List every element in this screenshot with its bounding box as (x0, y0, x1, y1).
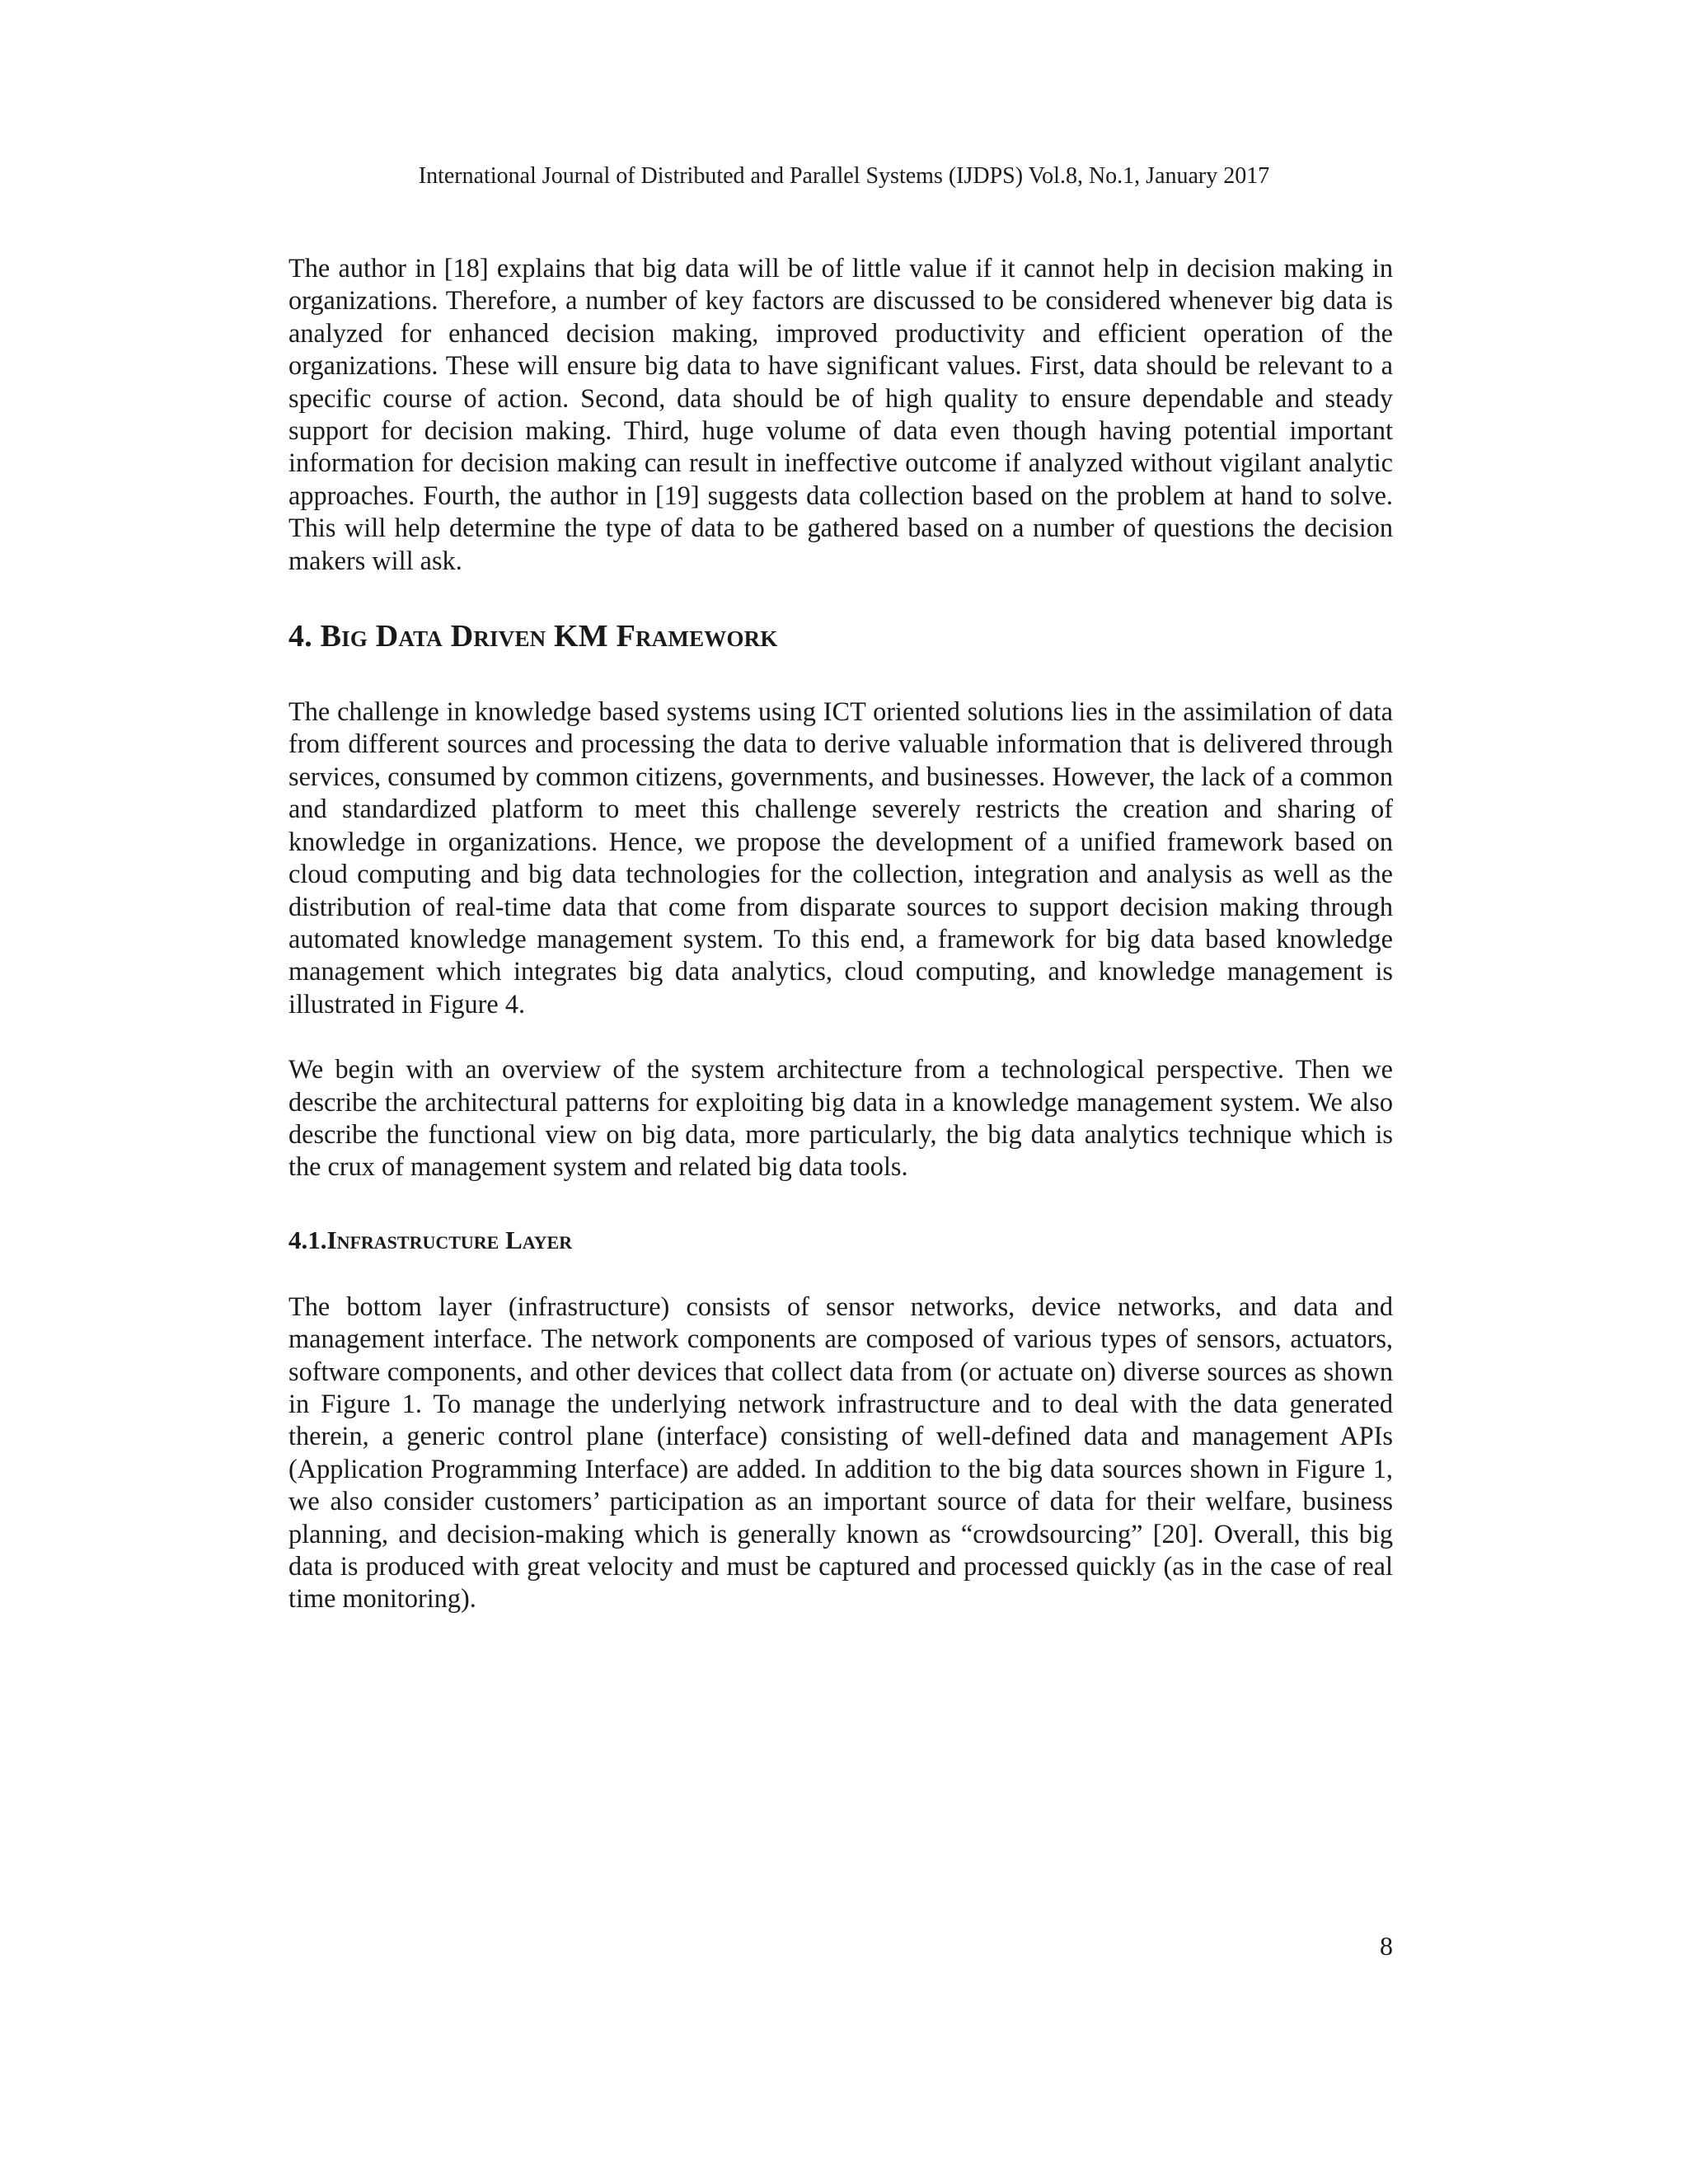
paragraph-decision-making-factors: The author in [18] explains that big data will be of little value if it cannot help in decision making in organizations. Therefore, a number of key factors are discussed to be considered whenever big data is analyzed for enhanced decision making, improved productivity and efficient operation of the organizations. These will ensure big data to have significant values. First, data should be relevant to a specific course of action. Second, data should be of high quality to ensure dependable and steady support for decision making. Third, huge volume of data even though having potential important information for decision making can result in ineffective outcome if analyzed without vigilant analytic approaches. Fourth, the author in [19] suggests data collection based on the problem at hand to solve. This will help determine the type of data to be gathered based on a number of questions the decision makers will ask. (288, 253, 1393, 575)
page-number: 8 (1380, 1931, 1393, 1961)
article-body (288, 252, 1393, 1615)
running-header: International Journal of Distributed and Parallel Systems (IJDPS) Vol.8, No.1, January 2017 (418, 163, 1270, 189)
paragraph-infrastructure-layer: The bottom layer (infrastructure) consists of sensor networks, device networks, and data and management interface. The network components are composed of various types of sensors, actuators, software components, and other devices that collect data from (or actuate on) diverse sources as shown in Figure 1. To manage the underlying network infrastructure and to deal with the data generated therein, a generic control plane (interface) consisting of well-defined data and management APIs (Application Programming Interface) are added. In addition to the big data sources shown in Figure 1, we also consider customers’ participation as an important source of data for their welfare, business planning, and decision-making which is generally known as “crowdsourcing” [20]. Overall, this big data is produced with great velocity and must be captured and processed quickly (as in the case of real time monitoring). (288, 1291, 1393, 1614)
section-heading-4-1: 4.1.Infrastructure Layer (288, 1225, 573, 1254)
paragraph-architecture-overview: We begin with an overview of the system architecture from a technological perspective. Then we describe the architectural patterns for exploiting big data in a knowledge management system. We also describe the functional view on big data, more particularly, the big data analytics technique which is the crux of management system and related big data tools. (288, 1054, 1393, 1182)
paragraph-framework-challenge: The challenge in knowledge based systems using ICT oriented solutions lies in the assimilation of data from different sources and processing the data to derive valuable information that is delivered through services, consumed by common citizens, governments, and businesses. However, the lack of a common and standardized platform to meet this challenge severely restricts the creation and sharing of knowledge in organizations. Hence, we propose the development of a unified framework based on cloud computing and big data technologies for the collection, integration and analysis as well as the distribution of real-time data that come from disparate sources to support decision making through automated knowledge management system. To this end, a framework for big data based knowledge management which integrates big data analytics, cloud computing, and knowledge management is illustrated in Figure 4. (288, 696, 1393, 1019)
section-heading-4: 4. Big Data Driven KM Framework (288, 619, 778, 654)
